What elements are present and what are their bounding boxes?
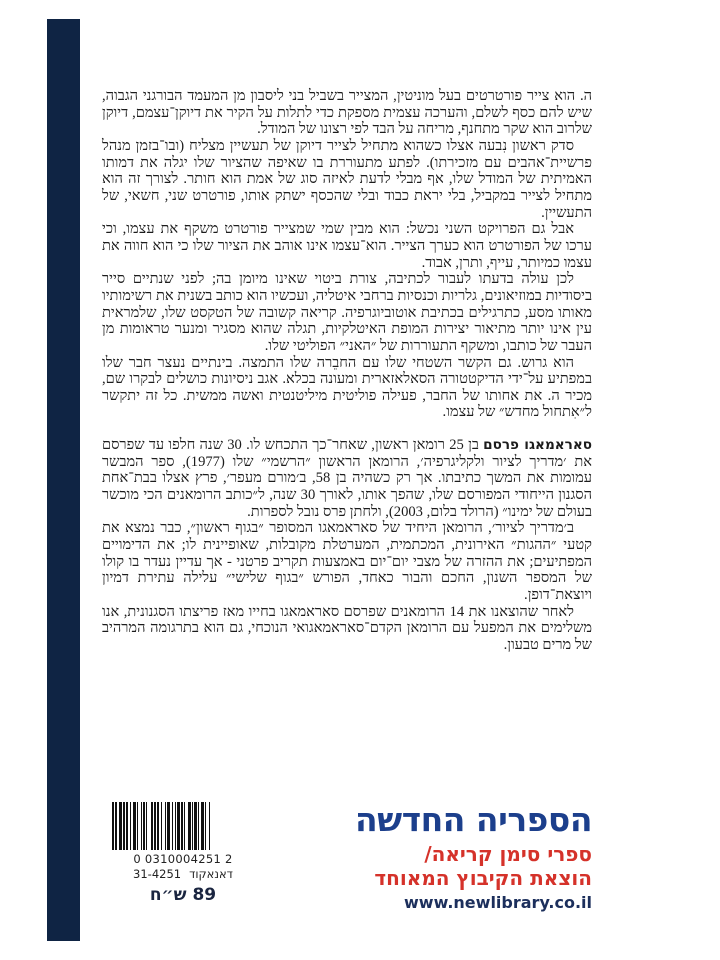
- publisher-block: [355, 802, 592, 914]
- paragraph-6: [102, 437, 592, 520]
- danacode-label: דאנאקוד: [189, 867, 233, 881]
- paragraph-7: ב׳מדריך לציור׳, הרומאן היחיד של סאראמאגו המסופר ״בגוף ראשון״, כבר נמצא את קטעי ״ההגות״ האירונית, המכתמית, המערטלת מקובלות, שאופיינית לו; את הדימויים המפתיעים; את ההזרה של מצבי יום־יום באמצעות תקריב פרטני - אך עדיין נעדר בו קולו של המספר השנון, החכם והבור כאחד, הפורש ״בגוף שלישי״ עלילה עתירת דמיון ויוצאת־דופן.: [102, 520, 592, 604]
- danacode-value: 31-4251: [133, 867, 182, 881]
- paragraph-1: ה. הוא צייר פורטרטים בעל מוניטין, המצייר בשביל בני ליסבון מן המעמד הבורגני הגבוה, שיש להם כסף לשלם, והערכה עצמית מספקת כדי לתלות על הקיר את דיוקן־עצמם, דיוקן שלרוב הוא שקר מתחנף, מריחה על הבד לפי רצונו של המודל.: [102, 88, 592, 138]
- paragraph-6-text: בן 25 רומאן ראשון, שאחר־כך התכחש לו. 30 שנה חלפו עד שפרסם את ׳מדריך לציור ולקליגרפיה׳, הרומאן הראשון ״הרשמי״ שלו (1977), ספר המבשר עמומות את המשך כתיבתו. אך רק כשהיה בן 58, ב׳מורם מעפר׳, פרץ אצלו בבת־אחת הסגנון הייחודי המפורסם שלו, שהפך אותו, לאורך 30 שנה, ל״כותב הרומאנים הכי מוכשר בעולם של ימינו״ (הרולד בלום, 2003), ולחתן פרס נובל לספרות.: [102, 437, 593, 520]
- back-cover-blurb: [102, 88, 592, 654]
- barcode-icon: [112, 802, 258, 850]
- publisher-series: [355, 842, 592, 890]
- paragraph-4: לכן עולה בדעתו לעבור לכתיבה, צורת ביטוי שאינו מיומן בה; לפני שנתיים סייר ביסודיות במוזיאונים, גלריות וכנסיות ברחבי איטליה, ועכשיו הוא כותב בשנית את רשימותיו מאותו מסע, כתרגילים בכתיבת אוטוביוגרפיה. קריאה קשובה של הטקסט שלו, שלמראית עין אינו יותר מתיאור יצירות המופת האיטלקיות, תגלה שהוא מסגיר ומנער טראומות מן העבר של כותבו, ומשקף התעוררות של ״האני״ הפוליטי שלו.: [102, 271, 592, 354]
- barcode-block: [108, 802, 258, 905]
- series-line-1: ספרי סימן קריאה/: [424, 842, 592, 866]
- danacode: [108, 867, 258, 881]
- series-line-2: הוצאת הקיבוץ המאוחד: [374, 866, 592, 890]
- barcode-number: 0 0310004251 2: [133, 852, 233, 866]
- spine-color-bar: [47, 19, 80, 941]
- author-lead-words: סאראמאגו פרסם: [483, 437, 592, 454]
- paragraph-3: אבל גם הפרויקט השני נכשל: הוא מבין שמי שמצייר פורטרט משקף את עצמו, וכי ערכו של הפורטרט הוא כערך הצייר. הוא־עצמו אינו אוהב את הציור שלו כי הוא חווה את עצמו כמיותר, עייף, ותרן, אבוד.: [102, 221, 592, 271]
- price: 89 ש״ח: [149, 885, 217, 905]
- paragraph-2: סדק ראשון נִבעה אצלו כשהוא מתחיל לצייר דיוקן של תעשיין מצליח (ובו־בזמן מנהל פרשיית־אהבים עם מזכירתו). לפתע מתעוררת בו שאיפה שהציור שלו יגלה את דמותו האמיתית של המודל שלו, אף מבלי לדעת לאיזה סוג של אמת הוא חותר. לצורך זה הוא מתחיל לצייר במקביל, בלי יראת כבוד ובלי שהכסף ישתק אותו, פורטרט שני, חשאי, של התעשיין.: [102, 137, 592, 221]
- publisher-url[interactable]: www.newlibrary.co.il: [404, 893, 592, 912]
- publisher-name: הספריה החדשה: [355, 800, 592, 839]
- paragraph-5: הוא גרוש. גם הקשר השטחי שלו עם החבֵרה שלו התמצה. בינתיים נעצר חבר שלו במפתיע על־ידי הדיקטטורה הסאלאזארית ומעונה בכלא. אגב ניסיונות כושלים לבקרו שם, מכיר ה. את אחותו של החבר, פעילה פוליטית מיליטנטית ואשה ממשית. כל זה יתקשר ל״אִתחול מחדש״ של עצמו.: [102, 354, 592, 421]
- paragraph-8: לאחר שהוצאנו את 14 הרומאנים שפרסם סאראמאגו בחייו מאז פריצתו הסגנונית, אנו משלימים את המפעל עם הרומאן הקדם־סאראמאגואי הנוכחי, גם הוא בתרגומה המרהיב של מרים טבעון.: [102, 603, 592, 653]
